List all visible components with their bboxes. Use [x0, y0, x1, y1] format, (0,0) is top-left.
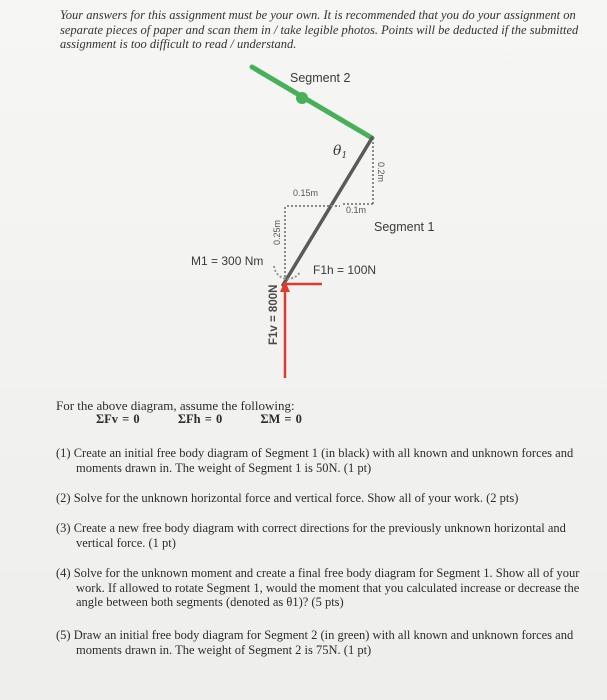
equilibrium-equations [96, 412, 336, 427]
dimension-0-2m-label: 0.2m [376, 162, 386, 183]
vertical-force-arrowhead [280, 281, 290, 292]
segment-2-label: Segment 2 [290, 71, 351, 85]
theta-label: $\theta_1$ [333, 143, 348, 161]
segment-1-label: Segment 1 [374, 220, 435, 234]
vertical-force-label: F1v = 800N [268, 284, 280, 345]
horizontal-force-label: F1h = 100N [313, 263, 377, 277]
question-5: (5) Draw an initial free body diagram for Segment 2 (in green) with all known and unknown forces and moments drawn in. The weight of Segment 2 is 75N. (1 pt) [56, 628, 574, 657]
intro-paragraph: Your answers for this assignment must be your own. It is recommended that you do your assignment on separate pieces of paper and scan them in / take legible photos. Points will be deducted if the submitted assignment is too difficult to read / understand. [60, 8, 579, 51]
question-3: (3) Create a new free body diagram with correct directions for the previously unknown horizontal and vertical force. (1 pt) [56, 521, 566, 550]
equation-sum-m: ΣM = 0 [260, 412, 302, 426]
equation-sum-fv: ΣFv = 0 [96, 412, 140, 426]
question-1: (1) Create an initial free body diagram of Segment 1 (in black) with all known and unknown forces and moments drawn in. The weight of Segment 1 is 50N. (1 pt) [56, 446, 574, 475]
dimension-0-25m-label: 0.25m [272, 219, 282, 245]
equation-sum-fh: ΣFh = 0 [177, 412, 223, 426]
segment-2-joint [296, 92, 308, 104]
dimension-0-1m-label: 0.1m [346, 205, 367, 215]
moment-label: M1 = 300 Nm [191, 254, 264, 268]
assumptions-heading: For the above diagram, assume the following: [56, 398, 295, 413]
dimension-0-15m-label: 0.15m [293, 188, 319, 198]
question-4: (4) Solve for the unknown moment and create a final free body diagram for Segment 1. Show all of your work. If allowed to rotate Segment 1, would the moment that you calculated increase or decrease the angle between both segments (denoted as θ1)? (5 pts) [56, 566, 580, 609]
question-2: (2) Solve for the unknown horizontal force and vertical force. Show all of your work. (2 pts) [56, 491, 519, 505]
